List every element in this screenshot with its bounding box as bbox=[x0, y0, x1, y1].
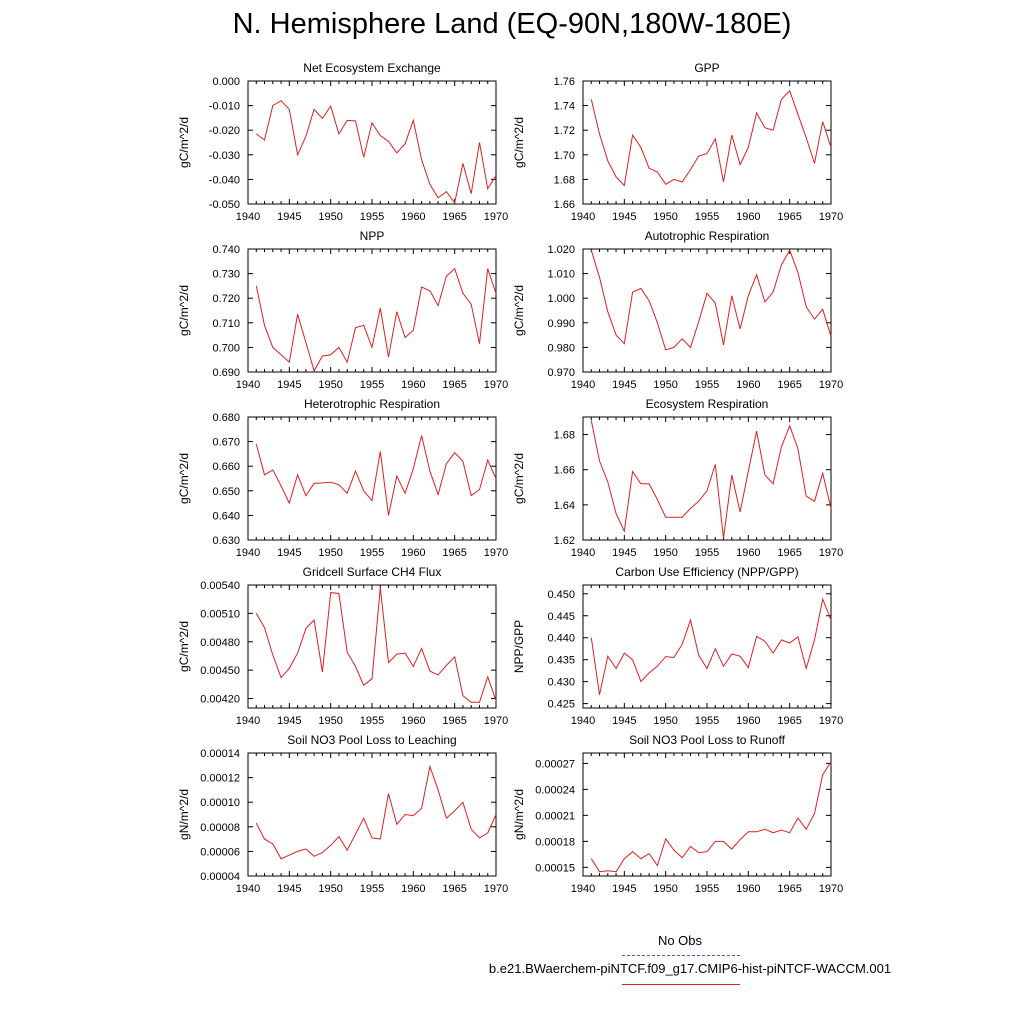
panel-7 bbox=[512, 565, 843, 727]
x-tick-label: 1940 bbox=[235, 883, 261, 895]
panel-title: Carbon Use Efficiency (NPP/GPP) bbox=[615, 565, 799, 579]
x-tick-label: 1965 bbox=[777, 547, 802, 559]
x-tick-label: 1950 bbox=[653, 715, 678, 727]
y-tick-label: 0.990 bbox=[547, 317, 575, 330]
x-tick-label: 1950 bbox=[653, 883, 678, 895]
y-tick-label: -0.050 bbox=[208, 199, 240, 211]
x-tick-label: 1955 bbox=[694, 883, 720, 895]
x-tick-label: 1970 bbox=[818, 211, 844, 223]
x-tick-label: 1940 bbox=[235, 211, 261, 223]
legend-obs-label: No Obs bbox=[657, 933, 703, 948]
panel-0 bbox=[177, 61, 508, 223]
x-tick-label: 1950 bbox=[318, 547, 343, 559]
y-tick-label: 0.00480 bbox=[200, 636, 240, 649]
plot-frame bbox=[583, 753, 831, 876]
x-tick-label: 1950 bbox=[318, 883, 343, 895]
x-tick-label: 1970 bbox=[483, 883, 509, 895]
y-tick-label: 0.730 bbox=[212, 268, 240, 281]
y-tick-label: 0.00012 bbox=[200, 772, 240, 785]
y-axis-label: gN/m^2/d bbox=[177, 789, 191, 840]
x-tick-label: 1945 bbox=[612, 211, 637, 223]
y-tick-label: 0.00004 bbox=[200, 871, 240, 883]
x-tick-label: 1965 bbox=[777, 883, 802, 895]
main-title: N. Hemisphere Land (EQ-90N,180W-180E) bbox=[232, 8, 792, 40]
x-tick-label: 1940 bbox=[570, 547, 596, 559]
x-tick-label: 1955 bbox=[694, 211, 720, 223]
y-axis-label: gC/m^2/d bbox=[177, 285, 191, 336]
y-tick-label: 0.670 bbox=[212, 436, 240, 449]
x-tick-label: 1950 bbox=[653, 547, 678, 559]
x-tick-label: 1950 bbox=[318, 379, 343, 391]
x-tick-label: 1940 bbox=[570, 211, 596, 223]
x-tick-label: 1940 bbox=[570, 883, 596, 895]
y-tick-label: 1.66 bbox=[553, 199, 575, 211]
y-tick-label: 0.000 bbox=[212, 76, 240, 88]
y-tick-label: 1.64 bbox=[553, 499, 575, 512]
x-tick-label: 1945 bbox=[277, 547, 302, 559]
x-tick-label: 1960 bbox=[736, 379, 761, 391]
panel-5 bbox=[512, 397, 843, 559]
panel-title: Heterotrophic Respiration bbox=[303, 397, 441, 411]
panel-1 bbox=[512, 61, 843, 223]
x-tick-label: 1965 bbox=[777, 379, 802, 391]
series-line bbox=[591, 421, 831, 539]
panel-title: NPP bbox=[359, 229, 385, 243]
x-tick-label: 1950 bbox=[653, 211, 678, 223]
x-tick-label: 1965 bbox=[442, 379, 467, 391]
x-tick-label: 1965 bbox=[442, 715, 467, 727]
x-tick-label: 1970 bbox=[818, 715, 844, 727]
plot-frame bbox=[248, 417, 496, 540]
y-tick-label: 1.66 bbox=[553, 464, 575, 477]
x-tick-label: 1970 bbox=[483, 715, 509, 727]
y-tick-label: 0.00450 bbox=[200, 665, 240, 678]
series-line bbox=[591, 91, 831, 186]
x-tick-label: 1965 bbox=[442, 547, 467, 559]
plot-frame bbox=[583, 585, 831, 708]
series-line bbox=[591, 599, 831, 695]
y-tick-label: 0.640 bbox=[212, 510, 240, 523]
y-tick-label: 0.450 bbox=[547, 588, 575, 601]
y-tick-label: 1.62 bbox=[553, 535, 575, 547]
series-line bbox=[591, 762, 831, 872]
y-tick-label: 0.710 bbox=[212, 317, 240, 330]
y-axis-label: gC/m^2/d bbox=[512, 117, 526, 168]
panel-2 bbox=[177, 229, 508, 391]
x-tick-label: 1945 bbox=[612, 547, 637, 559]
x-tick-label: 1970 bbox=[818, 379, 844, 391]
y-tick-label: 0.00420 bbox=[200, 693, 240, 706]
x-tick-label: 1960 bbox=[401, 379, 426, 391]
y-tick-label: 1.74 bbox=[553, 100, 575, 113]
x-tick-label: 1945 bbox=[277, 715, 302, 727]
y-tick-label: 0.700 bbox=[212, 342, 240, 355]
x-tick-label: 1960 bbox=[401, 715, 426, 727]
x-tick-label: 1970 bbox=[483, 379, 509, 391]
y-tick-label: -0.020 bbox=[208, 125, 240, 138]
x-tick-label: 1960 bbox=[401, 211, 426, 223]
x-tick-label: 1960 bbox=[736, 547, 761, 559]
x-tick-label: 1955 bbox=[694, 715, 720, 727]
y-axis-label: gC/m^2/d bbox=[512, 453, 526, 504]
y-tick-label: 0.650 bbox=[212, 485, 240, 498]
panel-title: Soil NO3 Pool Loss to Runoff bbox=[629, 733, 785, 747]
panel-title: GPP bbox=[694, 61, 720, 75]
x-tick-label: 1940 bbox=[570, 379, 596, 391]
x-tick-label: 1960 bbox=[736, 715, 761, 727]
panel-6 bbox=[177, 565, 508, 727]
x-tick-label: 1940 bbox=[235, 715, 261, 727]
panel-title: Net Ecosystem Exchange bbox=[303, 61, 441, 75]
x-tick-label: 1945 bbox=[612, 379, 637, 391]
plot-frame bbox=[583, 81, 831, 204]
y-tick-label: 1.68 bbox=[553, 174, 575, 187]
y-axis-label: gC/m^2/d bbox=[177, 117, 191, 168]
y-axis-label: gC/m^2/d bbox=[512, 285, 526, 336]
x-tick-label: 1970 bbox=[483, 547, 509, 559]
y-tick-label: 1.70 bbox=[553, 149, 575, 162]
x-tick-label: 1955 bbox=[359, 211, 385, 223]
y-axis-label: NPP/GPP bbox=[512, 619, 526, 674]
y-tick-label: 0.970 bbox=[547, 367, 575, 379]
y-tick-label: 0.680 bbox=[212, 412, 240, 424]
x-tick-label: 1965 bbox=[442, 883, 467, 895]
y-tick-label: 0.425 bbox=[547, 698, 575, 711]
x-tick-label: 1960 bbox=[736, 883, 761, 895]
y-tick-label: 0.430 bbox=[547, 676, 575, 689]
y-tick-label: -0.030 bbox=[208, 149, 240, 162]
y-tick-label: 0.720 bbox=[212, 293, 240, 306]
series-line bbox=[591, 250, 831, 350]
x-tick-label: 1950 bbox=[653, 379, 678, 391]
y-tick-label: 0.00021 bbox=[535, 810, 575, 823]
y-axis-label: gC/m^2/d bbox=[177, 621, 191, 672]
y-tick-label: 0.00018 bbox=[535, 836, 575, 849]
y-tick-label: 0.00024 bbox=[535, 784, 575, 797]
x-tick-label: 1950 bbox=[318, 715, 343, 727]
y-axis-label: gC/m^2/d bbox=[177, 453, 191, 504]
series-line bbox=[256, 588, 496, 703]
plot-frame bbox=[248, 753, 496, 876]
panel-4 bbox=[177, 397, 508, 559]
panel-title: Ecosystem Respiration bbox=[645, 397, 769, 411]
x-tick-label: 1960 bbox=[736, 211, 761, 223]
x-tick-label: 1970 bbox=[818, 547, 844, 559]
x-tick-label: 1970 bbox=[483, 211, 509, 223]
panel-3 bbox=[512, 229, 843, 391]
x-tick-label: 1965 bbox=[777, 715, 802, 727]
y-tick-label: 0.445 bbox=[547, 610, 575, 623]
y-tick-label: -0.040 bbox=[208, 174, 240, 187]
series-line bbox=[256, 269, 496, 371]
x-tick-label: 1945 bbox=[612, 883, 637, 895]
x-tick-label: 1945 bbox=[277, 211, 302, 223]
y-tick-label: 1.010 bbox=[547, 268, 575, 281]
y-tick-label: 0.690 bbox=[212, 367, 240, 379]
y-tick-label: 0.980 bbox=[547, 342, 575, 355]
x-tick-label: 1950 bbox=[318, 211, 343, 223]
x-tick-label: 1955 bbox=[694, 547, 720, 559]
x-tick-label: 1945 bbox=[612, 715, 637, 727]
x-tick-label: 1960 bbox=[401, 547, 426, 559]
y-tick-label: 1.000 bbox=[547, 293, 575, 306]
y-tick-label: 0.435 bbox=[547, 654, 575, 667]
y-tick-label: 0.00510 bbox=[200, 608, 240, 621]
y-tick-label: 1.72 bbox=[553, 125, 575, 138]
x-tick-label: 1955 bbox=[359, 715, 385, 727]
y-tick-label: 0.00006 bbox=[200, 846, 240, 859]
y-tick-label: 1.020 bbox=[547, 244, 575, 256]
series-line bbox=[256, 436, 496, 516]
series-line bbox=[256, 767, 496, 859]
y-tick-label: 0.740 bbox=[212, 244, 240, 256]
x-tick-label: 1955 bbox=[359, 883, 385, 895]
y-tick-label: 0.00010 bbox=[200, 797, 240, 810]
panel-8 bbox=[177, 733, 508, 895]
panel-title: Autotrophic Respiration bbox=[644, 229, 770, 243]
x-tick-label: 1965 bbox=[777, 211, 802, 223]
x-tick-label: 1955 bbox=[359, 379, 385, 391]
plot-frame bbox=[583, 249, 831, 372]
series-line bbox=[256, 101, 496, 203]
y-tick-label: -0.010 bbox=[208, 100, 240, 113]
legend-run-line bbox=[622, 984, 740, 985]
plot-frame bbox=[248, 249, 496, 372]
legend-obs-line bbox=[622, 955, 740, 956]
y-tick-label: 0.00014 bbox=[200, 748, 240, 760]
y-axis-label: gN/m^2/d bbox=[512, 789, 526, 840]
x-tick-label: 1940 bbox=[235, 547, 261, 559]
x-tick-label: 1940 bbox=[570, 715, 596, 727]
y-tick-label: 1.76 bbox=[553, 76, 575, 88]
y-tick-label: 0.660 bbox=[212, 461, 240, 474]
x-tick-label: 1955 bbox=[359, 547, 385, 559]
panel-title: Gridcell Surface CH4 Flux bbox=[302, 565, 442, 579]
y-tick-label: 0.00027 bbox=[535, 758, 575, 771]
x-tick-label: 1970 bbox=[818, 883, 844, 895]
y-tick-label: 0.630 bbox=[212, 535, 240, 547]
y-tick-label: 1.68 bbox=[553, 429, 575, 442]
y-tick-label: 0.440 bbox=[547, 632, 575, 645]
x-tick-label: 1960 bbox=[401, 883, 426, 895]
x-tick-label: 1945 bbox=[277, 883, 302, 895]
y-tick-label: 0.00540 bbox=[200, 580, 240, 592]
panel-9 bbox=[512, 733, 843, 895]
plot-frame bbox=[248, 585, 496, 708]
panel-title: Soil NO3 Pool Loss to Leaching bbox=[287, 733, 457, 747]
x-tick-label: 1965 bbox=[442, 211, 467, 223]
x-tick-label: 1940 bbox=[235, 379, 261, 391]
y-tick-label: 0.00015 bbox=[535, 862, 575, 875]
legend-run-label: b.e21.BWaerchem-piNTCF.f09_g17.CMIP6-hist-piNTCF-WACCM.001 bbox=[488, 961, 892, 976]
y-tick-label: 0.00008 bbox=[200, 821, 240, 834]
x-tick-label: 1955 bbox=[694, 379, 720, 391]
x-tick-label: 1945 bbox=[277, 379, 302, 391]
